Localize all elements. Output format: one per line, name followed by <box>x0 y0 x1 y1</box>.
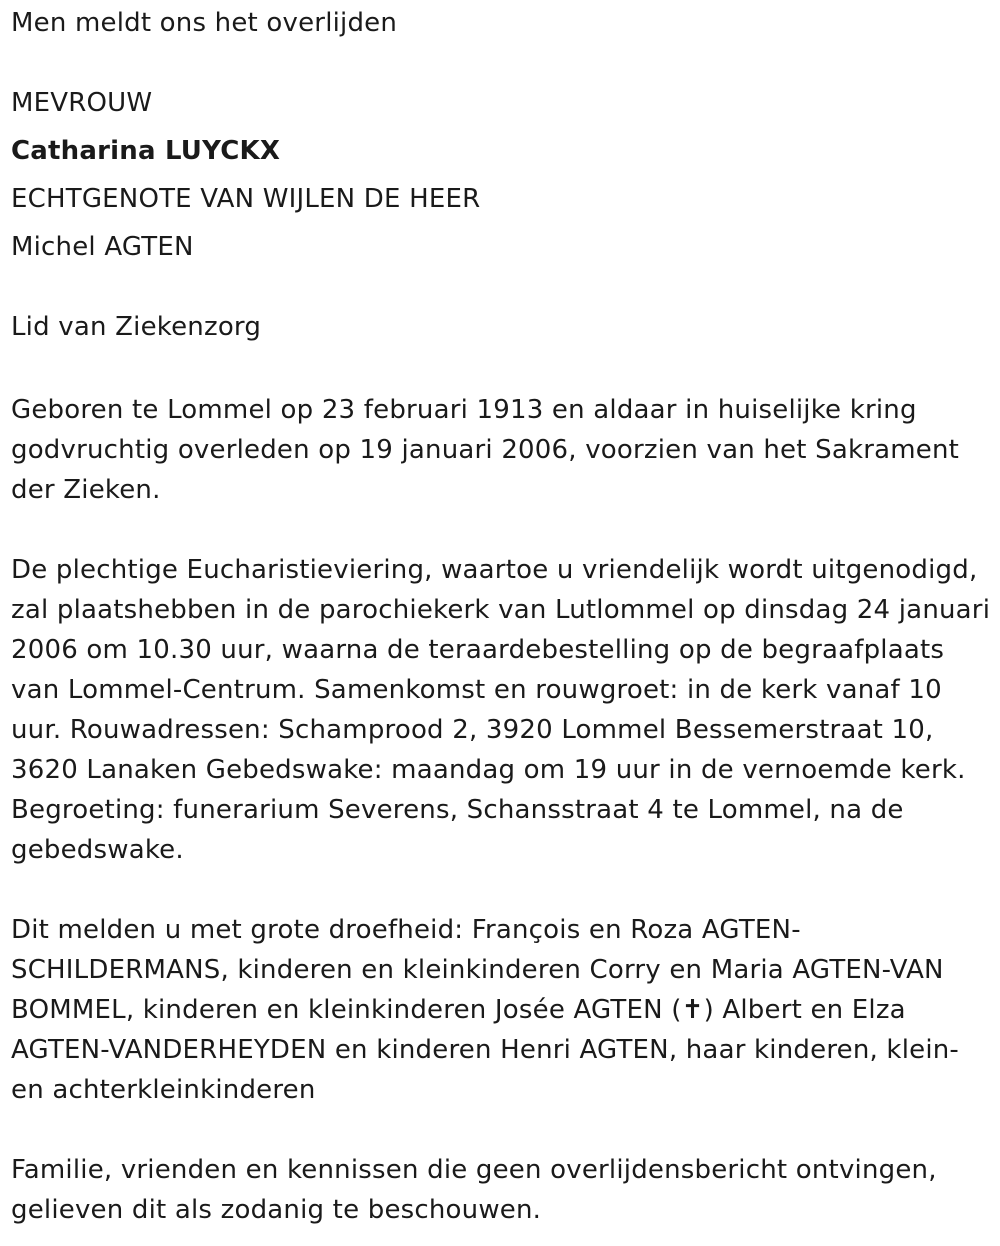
deceased-name: Catharina LUYCKX <box>11 136 281 166</box>
spouse-name: Michel AGTEN <box>11 232 194 262</box>
membership-text: Lid van Ziekenzorg <box>11 312 262 342</box>
ceremony-paragraph: De plechtige Eucharistieviering, waartoe u vriendelijk wordt uitgenodigd, zal plaatshebben in de parochiekerk van Lutlommel op dinsdag 24 januari 2006 om 10.30 uur, waarna de teraardebestelling op de begraafplaats van Lommel-Centrum. Samenkomst en rouwgroet: in de kerk vanaf 10 uur. Rouwadressen: Schamprood 2, 3920 Lommel Bessemerstraat 10, 3620 Lanaken Gebedswake: maandag om 19 uur in de vernoemde kerk. Begroeting: funerarium Severens, Schansstraat 4 te Lommel, na de gebedswake. <box>11 555 991 865</box>
intro-text: Men meldt ons het overlijden <box>11 8 398 38</box>
family-paragraph: Dit melden u met grote droefheid: François en Roza AGTEN-SCHILDERMANS, kinderen en kleinkinderen Corry en Maria AGTEN-VAN BOMMEL, kinderen en kleinkinderen Josée AGTEN (✝) Albert en Elza AGTEN-VANDERHEYDEN en kinderen Henri AGTEN, haar kinderen, klein- en achterkleinkinderen <box>11 915 959 1105</box>
closing-paragraph: Familie, vrienden en kennissen die geen overlijdensbericht ontvingen, gelieven dit als zodanig te beschouwen. <box>11 1155 937 1225</box>
birth-death-paragraph: Geboren te Lommel op 23 februari 1913 en aldaar in huiselijke kring godvruchtig overleden op 19 januari 2006, voorzien van het Sakrament der Zieken. <box>11 395 960 505</box>
spouse-label: ECHTGENOTE VAN WIJLEN DE HEER <box>11 184 481 214</box>
title-prefix: MEVROUW <box>11 88 153 118</box>
